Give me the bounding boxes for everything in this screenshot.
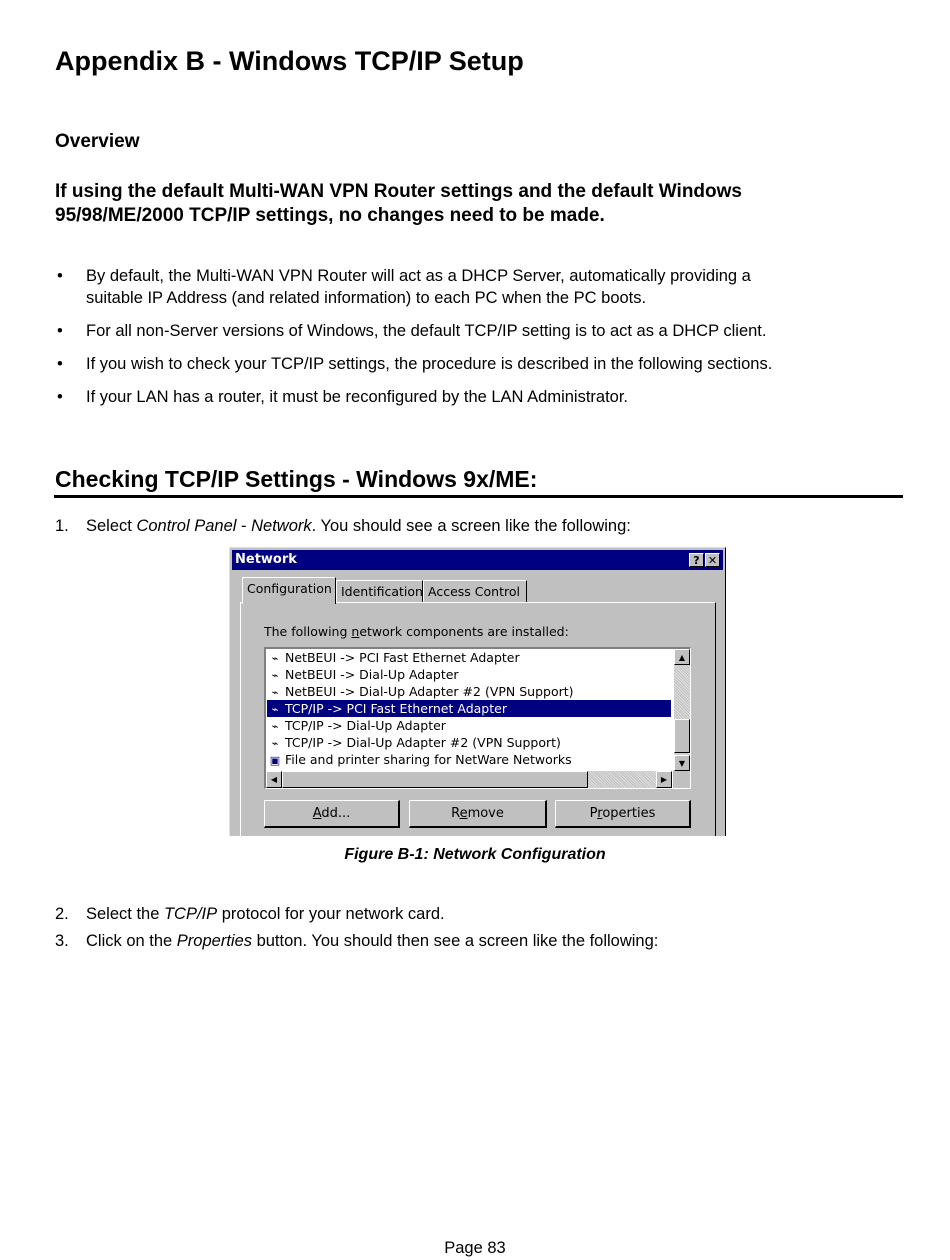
remove-button-accelerator: e (459, 806, 468, 821)
lead-line: 95/98/ME/2000 TCP/IP settings, no changes need to be made. (55, 205, 605, 226)
step-number: 2. (55, 905, 69, 923)
dialog-title: Network (235, 552, 297, 567)
overview-heading: Overview (55, 131, 140, 152)
list-item-label: TCP/IP -> PCI Fast Ethernet Adapter (285, 701, 507, 716)
scroll-right-icon[interactable]: ▶ (656, 771, 672, 788)
bullet-icon: • (57, 267, 63, 285)
protocol-icon: ⌁ (271, 720, 279, 733)
list-item-label: File and printer sharing for NetWare Networks (285, 752, 572, 767)
bullet-icon: • (57, 388, 63, 406)
file-sharing-icon: ▣ (269, 754, 281, 767)
bullet-item (55, 320, 895, 342)
list-item[interactable] (267, 683, 671, 700)
scrollbar-corner (673, 771, 690, 788)
step-emphasis: Network (251, 517, 312, 535)
list-item-label: NetBEUI -> PCI Fast Ethernet Adapter (285, 650, 520, 665)
add-button-label: dd... (321, 806, 351, 821)
step-text: button. You should then see a screen like the following: (252, 932, 659, 950)
scroll-left-icon[interactable]: ◀ (266, 771, 282, 788)
list-item[interactable] (267, 717, 671, 734)
list-item-label: TCP/IP -> Dial-Up Adapter #2 (VPN Support) (285, 735, 561, 750)
tab-access-control[interactable]: Access Control (423, 580, 527, 602)
list-item[interactable] (267, 734, 671, 751)
lead-paragraph (55, 180, 885, 228)
step-number: 1. (55, 517, 69, 535)
list-item[interactable] (267, 649, 671, 666)
bullet-text: If you wish to check your TCP/IP settings, the procedure is described in the following sections. (86, 355, 773, 373)
section-heading: Checking TCP/IP Settings - Windows 9x/ME: (55, 466, 538, 492)
protocol-icon: ⌁ (271, 669, 279, 682)
tab-configuration[interactable]: Configuration (242, 577, 336, 604)
page-number: Page 83 (444, 1239, 506, 1257)
step-3 (55, 930, 658, 952)
bullet-item (55, 265, 895, 309)
dialog-titlebar (232, 550, 723, 570)
remove-button-label: R (451, 806, 460, 821)
remove-button[interactable] (409, 800, 547, 828)
step-text: Select the (86, 905, 164, 923)
horizontal-scroll-thumb[interactable] (282, 771, 588, 788)
bullet-text: suitable IP Address (and related information) to each PC when the PC boots. (86, 289, 647, 307)
section-divider (54, 495, 903, 498)
bullet-text: For all non-Server versions of Windows, the default TCP/IP setting is to act as a DHCP client. (86, 322, 767, 340)
scroll-down-icon[interactable]: ▼ (674, 755, 690, 771)
protocol-icon: ⌁ (271, 652, 279, 665)
bullet-item (55, 353, 895, 375)
properties-button-accelerator: r (597, 806, 603, 821)
help-icon[interactable]: ? (689, 553, 704, 567)
step-emphasis: Properties (176, 932, 252, 950)
bullet-text: If your LAN has a router, it must be reconfigured by the LAN Administrator. (86, 388, 629, 406)
vertical-scroll-thumb[interactable] (674, 719, 690, 753)
step-1 (55, 515, 631, 537)
bullet-item (55, 386, 895, 408)
properties-button-label: P (589, 806, 598, 821)
list-item-label: NetBEUI -> Dial-Up Adapter #2 (VPN Support) (285, 684, 574, 699)
bullet-icon: • (57, 355, 63, 373)
tab-identification[interactable]: Identification (336, 580, 423, 602)
components-listbox[interactable] (264, 647, 691, 789)
step-text: protocol for your network card. (217, 905, 445, 923)
components-label-text: etwork components are installed: (359, 624, 569, 639)
step-2 (55, 903, 445, 925)
add-button-accelerator: A (312, 806, 322, 821)
list-item-label: NetBEUI -> Dial-Up Adapter (285, 667, 459, 682)
step-number: 3. (55, 932, 69, 950)
page-title: Appendix B - Windows TCP/IP Setup (55, 46, 524, 76)
overview-bullet-list (55, 265, 895, 419)
list-item[interactable] (267, 751, 671, 768)
vertical-scrollbar[interactable] (674, 649, 690, 771)
list-item[interactable] (267, 666, 671, 683)
step-emphasis: TCP/IP (163, 905, 218, 923)
components-label-accelerator: n (351, 624, 360, 639)
remove-button-label: move (467, 806, 504, 821)
bullet-text: By default, the Multi-WAN VPN Router will act as a DHCP Server, automatically providing a (86, 267, 751, 285)
properties-button-label: operties (602, 806, 656, 821)
close-icon[interactable]: ✕ (705, 553, 720, 567)
step-emphasis: Control Panel (136, 517, 237, 535)
components-label (264, 624, 569, 639)
step-text: - (236, 517, 252, 535)
add-button[interactable] (264, 800, 400, 828)
network-dialog (229, 547, 726, 836)
lead-line: If using the default Multi-WAN VPN Router settings and the default Windows (55, 181, 742, 202)
bullet-icon: • (57, 322, 63, 340)
scroll-up-icon[interactable]: ▲ (674, 649, 690, 665)
step-text: Select (86, 517, 137, 535)
step-text: Click on the (86, 932, 177, 950)
protocol-icon: ⌁ (271, 737, 279, 750)
list-item-label: TCP/IP -> Dial-Up Adapter (285, 718, 446, 733)
protocol-icon: ⌁ (271, 703, 279, 716)
components-label-text: The following (264, 624, 352, 639)
list-item-selected[interactable] (267, 700, 671, 717)
step-text: . You should see a screen like the following: (311, 517, 631, 535)
figure-caption: Figure B-1: Network Configuration (344, 846, 606, 863)
protocol-icon: ⌁ (271, 686, 279, 699)
properties-button[interactable] (555, 800, 691, 828)
horizontal-scrollbar[interactable] (266, 771, 672, 788)
